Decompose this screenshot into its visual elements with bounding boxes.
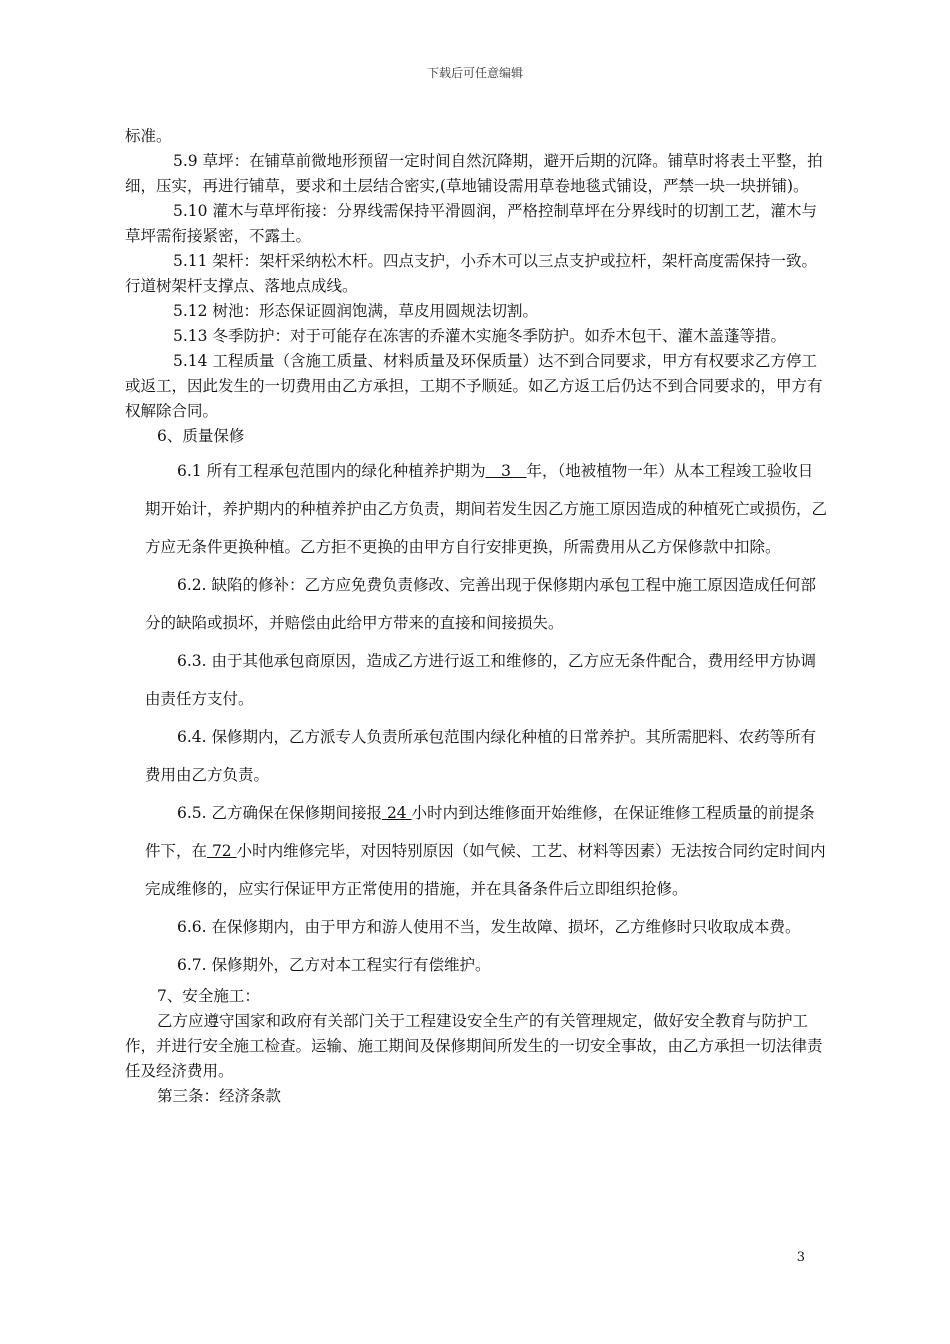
- paragraph-6-5: [125, 794, 827, 908]
- paragraph-6-7: 6.7. 保修期外，乙方对本工程实行有偿维护。: [177, 956, 491, 974]
- paragraph-6-4: 6.4. 保修期内，乙方派专人负责所承包范围内绿化种植的日常养护。其所需肥料、农药等所有费用由乙方负责。: [145, 728, 817, 784]
- paragraph-7: 乙方应遵守国家和政府有关部门关于工程建设安全生产的有关管理规定，做好安全教育与防护工作，并进行安全施工检查。运输、施工期间及保修期间所发生的一切安全事故，由乙方承担一切法律责任及经济费用。: [125, 1012, 823, 1080]
- paragraph-5-13: 5.13 冬季防护：对于可能存在冻害的乔灌木实施冬季防护。如乔木包干、灌木盖蓬等措。: [173, 327, 786, 345]
- paragraph-5-12: 5.12 树池：形态保证圆润饱满，草皮用圆规法切割。: [173, 302, 538, 320]
- paragraph-5-10: 5.10 灌木与草坪衔接：分界线需保持平滑圆润，严格控制草坪在分界线时的切割工艺，灌木与草坪需衔接紧密，不露土。: [125, 202, 817, 245]
- paragraph-standard: 标准。: [125, 127, 172, 145]
- paragraph-6-1: [125, 452, 827, 566]
- paragraph-5-14: 5.14 工程质量（含施工质量、材料质量及环保质量）达不到合同要求，甲方有权要求乙方停工或返工，因此发生的一切费用由乙方承担，工期不予顺延。如乙方返工后仍达不到合同要求的，甲方有权解除合同。: [125, 352, 823, 420]
- heading-section-7: 7、安全施工：: [157, 987, 260, 1005]
- response-hours-value: 24: [382, 804, 412, 822]
- paragraph-6-2: 6.2. 缺陷的修补：乙方应免费负责修改、完善出现于保修期内承包工程中施工原因造成任何部分的缺陷或损坏，并赔偿由此给甲方带来的直接和间接损失。: [145, 576, 817, 632]
- maintenance-period-value: 3: [485, 462, 527, 480]
- paragraph-6-1-part-b: 年，（地被植物一年）从本工程竣工验收日期开始计，养护期内的种植养护由乙方负责，期间若发生因乙方施工原因造成的种植死亡或损伤，乙方应无条件更换种植。乙方拒不更换的由甲方自行安排更换，所需费用从乙方保修款中扣除。: [145, 462, 828, 556]
- paragraph-6-5-part-c: 小时内维修完毕，对因特别原因（如气候、工艺、材料等因素）无法按合同约定时间内完成维修的，应实行保证甲方正常使用的措施，并在具备条件后立即组织抢修。: [145, 842, 826, 898]
- paragraph-5-9: 5.9 草坪：在铺草前微地形预留一定时间自然沉降期，避开后期的沉降。铺草时将表土平整，拍细，压实，再进行铺草，要求和土层结合密实,(草地铺设需用草卷地毯式铺设，严禁一块一块拼铺)。: [125, 152, 823, 195]
- paragraph-6-5-part-b: 小时内到达维修面开始维修，在保证维修工程质量的前提条件下，在: [145, 804, 815, 860]
- paragraph-6-3: 6.3. 由于其他承包商原因，造成乙方进行返工和维修的，乙方应无条件配合，费用经甲方协调由责任方支付。: [145, 652, 817, 708]
- heading-article-3: 第三条：经济条款: [157, 1087, 282, 1105]
- page-number: 3: [796, 1250, 805, 1265]
- repair-hours-value: 72: [207, 842, 237, 860]
- paragraph-6-6: 6.6. 在保修期内，由于甲方和游人使用不当，发生故障、损坏，乙方维修时只收取成本费。: [177, 918, 801, 936]
- paragraph-6-1-part-a: 6.1 所有工程承包范围内的绿化种植养护期为: [177, 462, 486, 480]
- paragraph-6-5-part-a: 6.5. 乙方确保在保修期间接报: [177, 804, 383, 822]
- document-body: [125, 124, 827, 1109]
- page-header: 下载后可任意编辑: [426, 66, 523, 80]
- paragraph-5-11: 5.11 架杆：架杆采纳松木杆。四点支护，小乔木可以三点支护或拉杆，架杆高度需保持一致。行道树架杆支撑点、落地点成线。: [125, 252, 817, 295]
- heading-section-6: 6、质量保修: [157, 427, 245, 445]
